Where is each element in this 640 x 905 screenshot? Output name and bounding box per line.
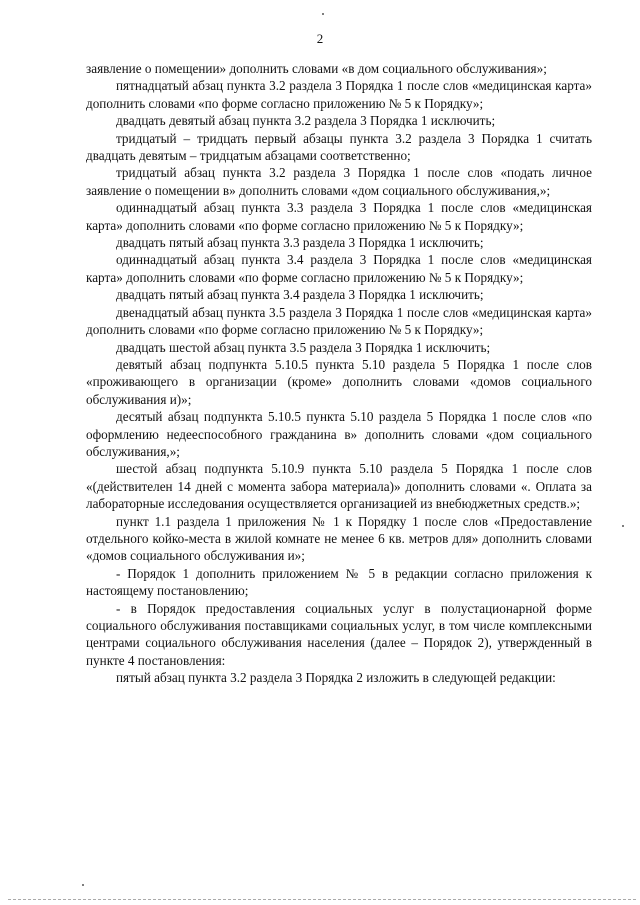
paragraph: двенадцатый абзац пункта 3.5 раздела 3 Порядка 1 после слов «медицинская карта» дополнить словами «по форме согласно приложению № 5 к Порядку»; (86, 304, 592, 338)
paragraph: двадцать пятый абзац пункта 3.3 раздела 3 Порядка 1 исключить; (116, 235, 484, 251)
page-number: 2 (316, 31, 324, 46)
scan-edge (8, 899, 636, 900)
paragraph: - Порядок 1 дополнить приложением № 5 в редакции согласно приложения к настоящему постановлению; (86, 565, 592, 599)
scan-speck (322, 13, 324, 15)
paragraph: шестой абзац подпункта 5.10.9 пункта 5.10 раздела 5 Порядка 1 после слов «(действителен 14 дней с момента забора материала)» дополнить словами «. Оплата за лабораторные исследования осуществляется организацией из внебюджетных средств.»; (86, 461, 592, 512)
paragraph: девятый абзац подпункта 5.10.5 пункта 5.10 раздела 5 Порядка 1 после слов «проживающего в организации (кроме» дополнить словами «домов социального обслуживания и)»; (86, 356, 592, 407)
scan-speck (622, 525, 624, 527)
paragraph: тридцатый абзац пункта 3.2 раздела 3 Порядка 1 после слов «подать личное заявление о помещении в» дополнить словами «дом социального обслуживания,»; (86, 165, 592, 198)
document-body (86, 60, 592, 687)
paragraph: заявление о помещении» дополнить словами «в дом социального обслуживания»; (86, 61, 547, 76)
paragraph: пятнадцатый абзац пункта 3.2 раздела 3 Порядка 1 после слов «медицинская карта» дополнить словами «по форме согласно приложению № 5 к Порядку»; (86, 78, 592, 111)
paragraph: одиннадцатый абзац пункта 3.4 раздела 3 Порядка 1 после слов «медицинская карта» дополнить словами «по форме согласно приложению № 5 к Порядку»; (86, 252, 592, 285)
paragraph: двадцать шестой абзац пункта 3.5 раздела 3 Порядка 1 исключить; (116, 339, 491, 355)
paragraph: двадцать девятый абзац пункта 3.2 раздела 3 Порядка 1 исключить; (116, 113, 496, 129)
paragraph: десятый абзац подпункта 5.10.5 пункта 5.10 раздела 5 Порядка 1 после слов «по оформлению недееспособного гражданина в» дополнить словами «дом социального обслуживания,»; (86, 409, 592, 459)
paragraph: пятый абзац пункта 3.2 раздела 3 Порядка 2 изложить в следующей редакции: (116, 670, 556, 686)
scan-speck (82, 884, 84, 886)
paragraph: двадцать пятый абзац пункта 3.4 раздела 3 Порядка 1 исключить; (116, 287, 484, 303)
paragraph: - в Порядок предоставления социальных услуг в полустационарной форме социального обслуживания поставщиками социальных услуг, в том числе комплексными центрами социального обслуживания населения (далее – Порядок 2), утвержденный в пункте 4 постановления: (86, 600, 592, 668)
paragraph: одиннадцатый абзац пункта 3.3 раздела 3 Порядка 1 после слов «медицинская карта» дополнить словами «по форме согласно приложению № 5 к Порядку»; (86, 200, 592, 233)
paragraph: пункт 1.1 раздела 1 приложения № 1 к Порядку 1 после слов «Предоставление отдельного койко-места в жилой комнате не менее 6 кв. метров для» дополнить словами «домов социального обслуживания и»; (86, 513, 592, 564)
paragraph: тридцатый – тридцать первый абзацы пункта 3.2 раздела 3 Порядка 1 считать двадцать девятым – тридцатым абзацами соответственно; (86, 130, 592, 164)
